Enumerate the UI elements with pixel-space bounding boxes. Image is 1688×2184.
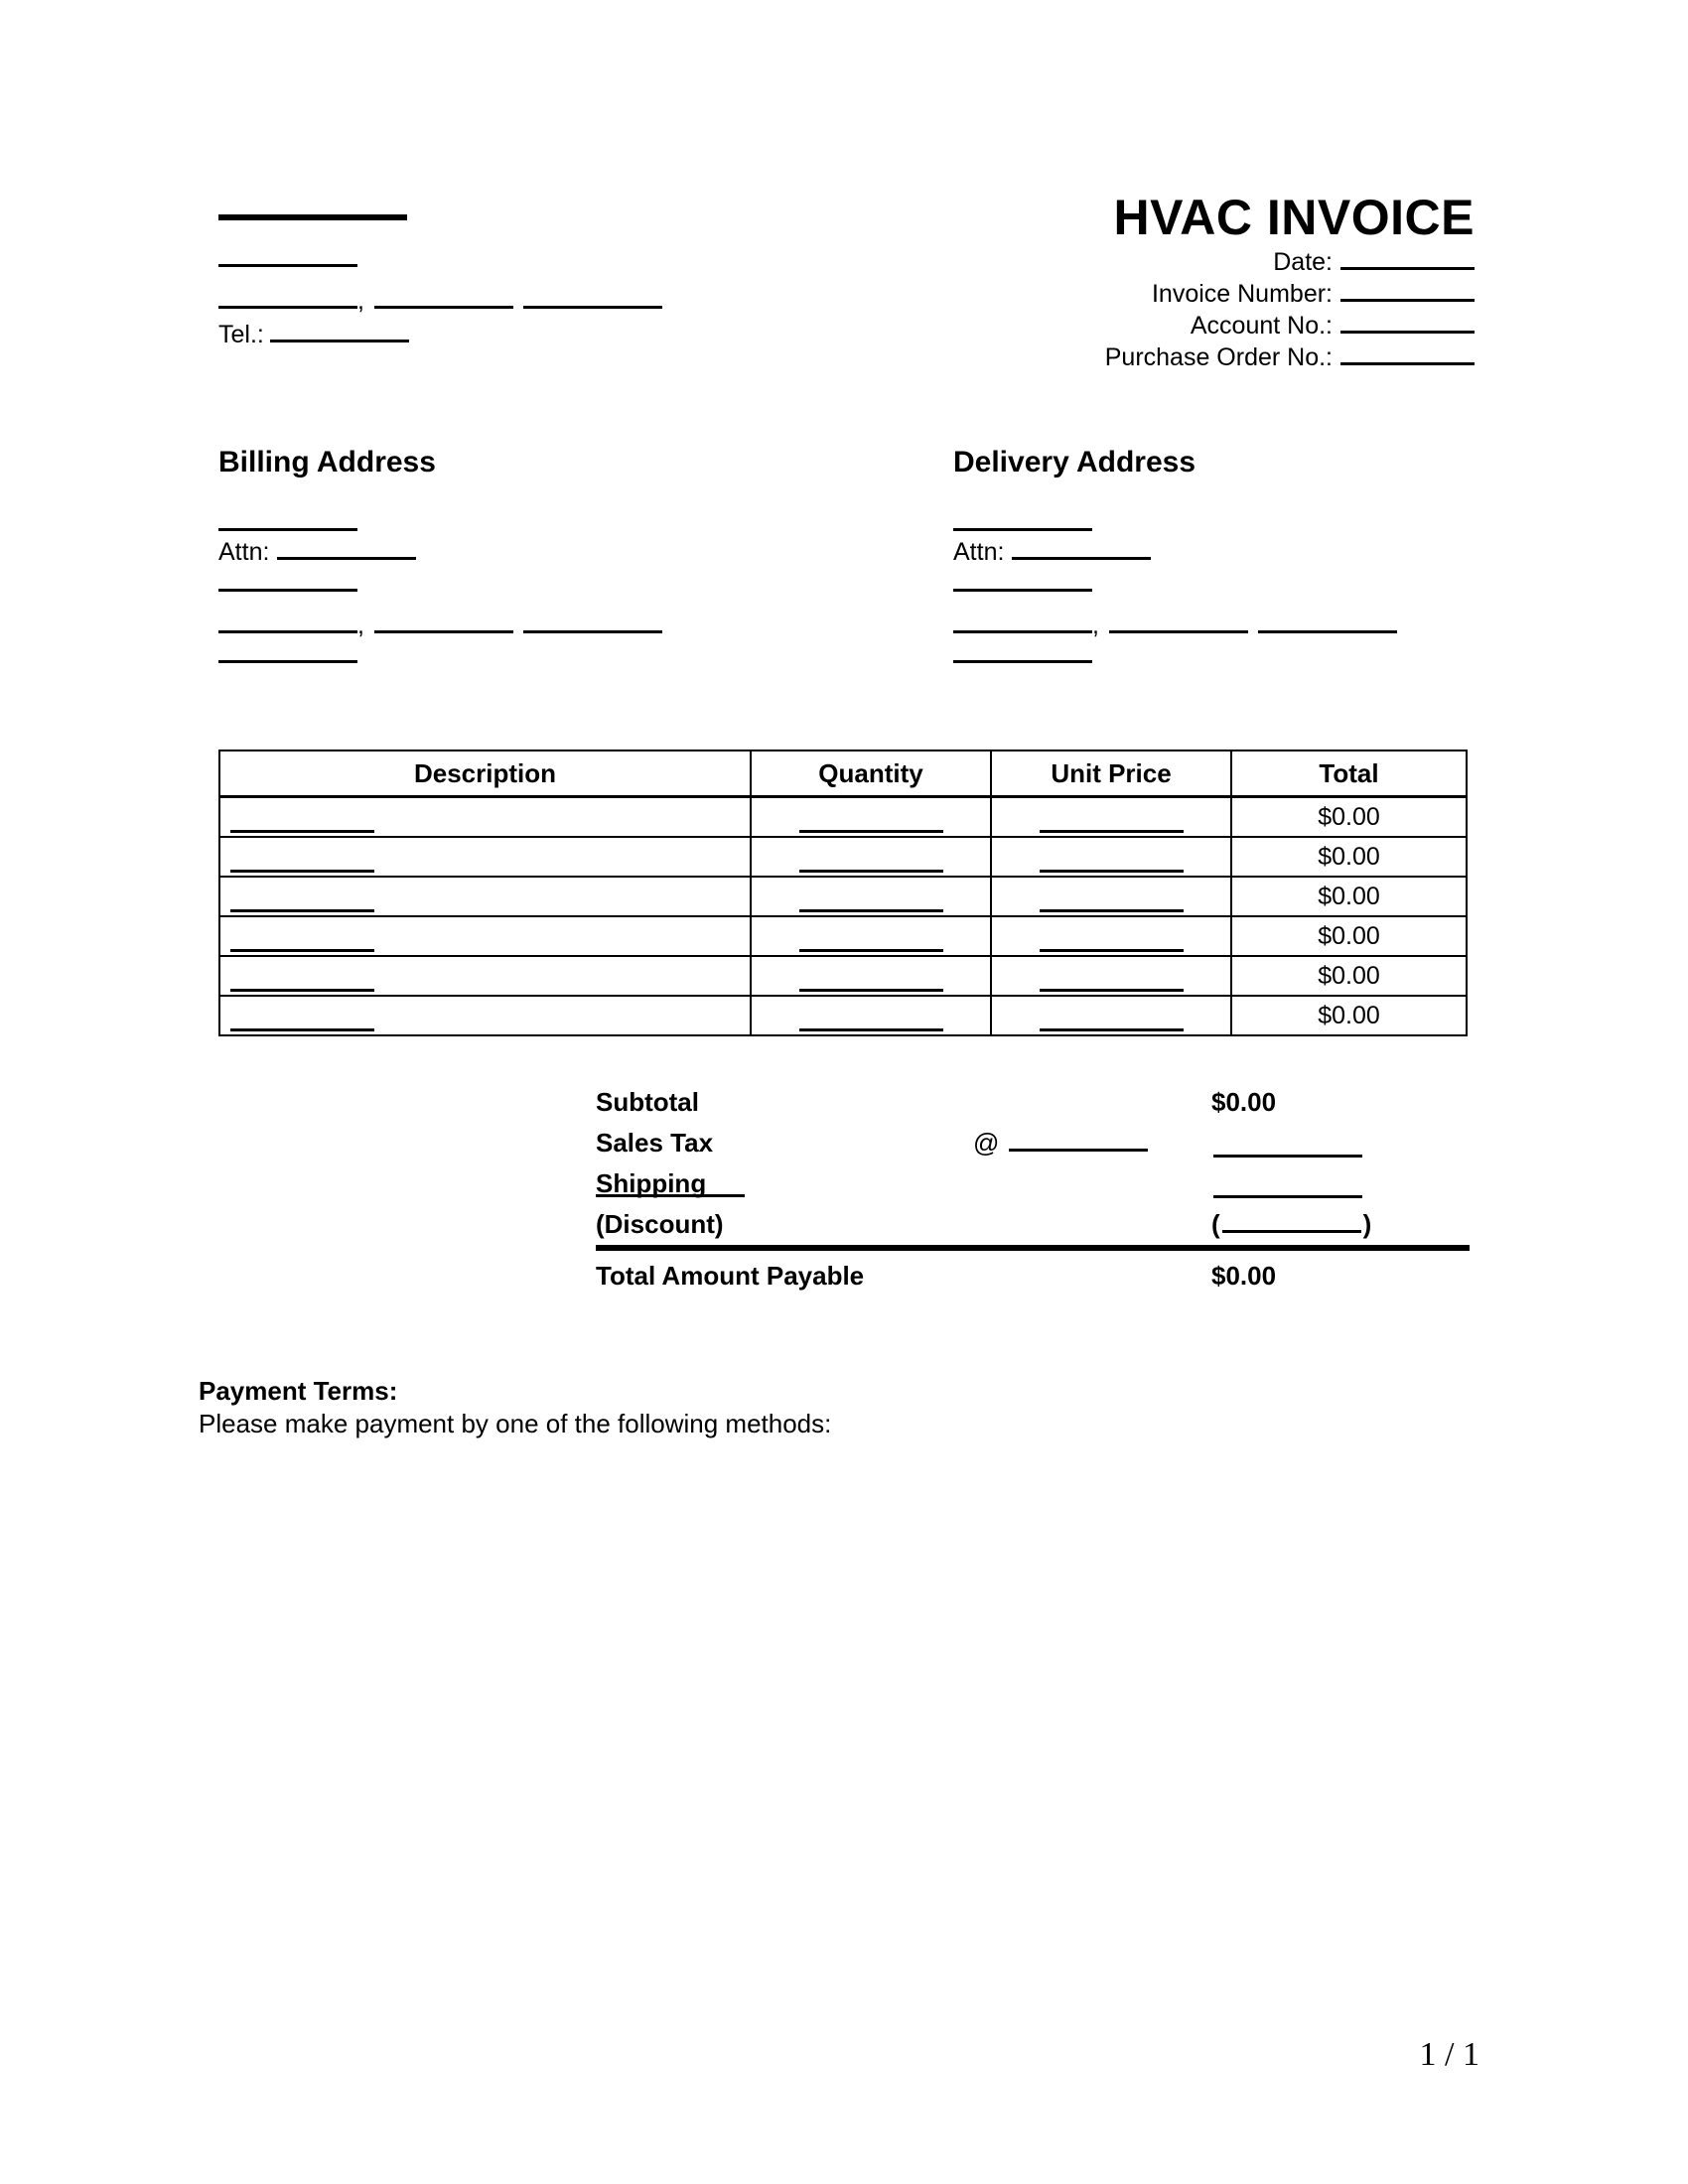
totals-section bbox=[596, 1082, 1470, 1297]
quantity-fill-line[interactable] bbox=[799, 989, 943, 992]
delivery-zip-fill-line[interactable] bbox=[1258, 630, 1397, 633]
cell-total: $0.00 bbox=[1231, 956, 1467, 996]
unit-price-fill-line[interactable] bbox=[1040, 909, 1184, 912]
sender-block bbox=[204, 189, 819, 349]
payment-terms-section bbox=[199, 1375, 1291, 1440]
at-symbol: @ bbox=[973, 1128, 1000, 1158]
account-no-label: Account No.: bbox=[1190, 312, 1333, 340]
table-row bbox=[219, 797, 1467, 838]
purchase-order-no-label: Purchase Order No.: bbox=[1104, 343, 1333, 371]
column-header-description: Description bbox=[219, 751, 751, 797]
cell-unit-price[interactable] bbox=[991, 797, 1231, 838]
unit-price-fill-line[interactable] bbox=[1040, 830, 1184, 833]
meta-row-account-no bbox=[779, 310, 1475, 341]
table-row bbox=[219, 956, 1467, 996]
totals-row-total-payable bbox=[596, 1256, 1470, 1297]
column-header-unit-price: Unit Price bbox=[991, 751, 1231, 797]
delivery-state-fill-line[interactable] bbox=[1109, 630, 1248, 633]
quantity-fill-line[interactable] bbox=[799, 949, 943, 952]
cell-quantity[interactable] bbox=[751, 877, 991, 916]
page-indicator: 1 / 1 bbox=[1419, 2036, 1479, 2073]
delivery-country-fill-line[interactable] bbox=[953, 660, 1092, 663]
delivery-comma: , bbox=[1092, 612, 1099, 639]
billing-attn-row bbox=[218, 537, 735, 567]
description-fill-line[interactable] bbox=[230, 870, 374, 873]
discount-label: (Discount) bbox=[596, 1209, 724, 1239]
sales-tax-rate-fill-line[interactable] bbox=[1009, 1149, 1148, 1152]
totals-row-discount bbox=[596, 1204, 1470, 1248]
billing-state-fill-line[interactable] bbox=[374, 630, 513, 633]
billing-country-fill-line[interactable] bbox=[218, 660, 357, 663]
payment-terms-instruction: Please make payment by one of the following methods: bbox=[199, 1409, 832, 1438]
sender-state-fill-line[interactable] bbox=[374, 306, 513, 309]
delivery-city-fill-line[interactable] bbox=[953, 630, 1092, 633]
quantity-fill-line[interactable] bbox=[799, 870, 943, 873]
discount-open-paren: ( bbox=[1211, 1209, 1220, 1239]
table-row bbox=[219, 877, 1467, 916]
invoice-number-fill-line[interactable] bbox=[1340, 299, 1475, 302]
meta-row-date bbox=[779, 246, 1475, 278]
date-label: Date: bbox=[1273, 248, 1333, 276]
table-row bbox=[219, 837, 1467, 877]
account-no-fill-line[interactable] bbox=[1340, 331, 1475, 334]
billing-attn-fill-line[interactable] bbox=[277, 557, 416, 560]
billing-street-fill-line[interactable] bbox=[218, 589, 357, 592]
cell-unit-price[interactable] bbox=[991, 877, 1231, 916]
billing-city-state-zip-row bbox=[218, 614, 735, 638]
cell-total: $0.00 bbox=[1231, 877, 1467, 916]
discount-close-paren: ) bbox=[1362, 1209, 1372, 1239]
page-title: HVAC INVOICE bbox=[1113, 190, 1475, 245]
meta-row-invoice-number bbox=[779, 278, 1475, 310]
billing-attn-label: Attn: bbox=[218, 538, 270, 566]
description-fill-line[interactable] bbox=[230, 909, 374, 912]
unit-price-fill-line[interactable] bbox=[1040, 989, 1184, 992]
delivery-street-fill-line[interactable] bbox=[953, 589, 1092, 592]
invoice-number-label: Invoice Number: bbox=[1151, 280, 1333, 308]
cell-unit-price[interactable] bbox=[991, 916, 1231, 956]
purchase-order-no-fill-line[interactable] bbox=[1340, 362, 1475, 365]
cell-quantity[interactable] bbox=[751, 996, 991, 1035]
sender-tel-label: Tel.: bbox=[218, 321, 264, 348]
table-row bbox=[219, 916, 1467, 956]
cell-quantity[interactable] bbox=[751, 916, 991, 956]
meta-row-purchase-order-no bbox=[779, 341, 1475, 373]
cell-description[interactable] bbox=[219, 837, 751, 877]
delivery-attn-fill-line[interactable] bbox=[1012, 557, 1151, 560]
delivery-address-heading: Delivery Address bbox=[953, 446, 1196, 478]
sales-tax-rate-group bbox=[973, 1123, 1148, 1163]
delivery-attn-row bbox=[953, 537, 1470, 567]
totals-row-subtotal bbox=[596, 1082, 1470, 1123]
billing-address-heading: Billing Address bbox=[218, 446, 436, 478]
sales-tax-label: Sales Tax bbox=[596, 1128, 714, 1158]
discount-value-fill-line[interactable] bbox=[1222, 1230, 1361, 1233]
delivery-company-fill-line[interactable] bbox=[953, 528, 1092, 531]
cell-unit-price[interactable] bbox=[991, 996, 1231, 1035]
cell-description[interactable] bbox=[219, 916, 751, 956]
shipping-value-fill-line[interactable] bbox=[1213, 1195, 1362, 1198]
description-fill-line[interactable] bbox=[230, 1028, 374, 1031]
billing-comma: , bbox=[357, 612, 364, 639]
sales-tax-value-fill-line[interactable] bbox=[1213, 1155, 1362, 1158]
cell-unit-price[interactable] bbox=[991, 956, 1231, 996]
description-fill-line[interactable] bbox=[230, 830, 374, 833]
quantity-fill-line[interactable] bbox=[799, 1028, 943, 1031]
billing-company-fill-line[interactable] bbox=[218, 528, 357, 531]
sender-street-fill-line[interactable] bbox=[218, 264, 357, 267]
cell-description[interactable] bbox=[219, 956, 751, 996]
sender-tel-row bbox=[218, 320, 819, 349]
sender-comma: , bbox=[357, 287, 364, 315]
sender-city-fill-line[interactable] bbox=[218, 306, 357, 309]
cell-quantity[interactable] bbox=[751, 956, 991, 996]
invoice-header bbox=[204, 189, 1475, 387]
cell-unit-price[interactable] bbox=[991, 837, 1231, 877]
subtotal-label: Subtotal bbox=[596, 1087, 699, 1117]
cell-description[interactable] bbox=[219, 877, 751, 916]
total-payable-label: Total Amount Payable bbox=[596, 1261, 865, 1291]
total-payable-value: $0.00 bbox=[1211, 1261, 1277, 1291]
address-section bbox=[218, 445, 1470, 683]
shipping-label: Shipping bbox=[596, 1168, 707, 1198]
cell-description[interactable] bbox=[219, 797, 751, 838]
line-items-table bbox=[218, 750, 1468, 1036]
cell-total: $0.00 bbox=[1231, 797, 1467, 838]
payment-terms-title: Payment Terms: bbox=[199, 1376, 398, 1406]
totals-divider bbox=[596, 1245, 1470, 1251]
totals-row-sales-tax bbox=[596, 1123, 1470, 1163]
table-header-row bbox=[219, 751, 1467, 797]
sender-city-state-zip-row bbox=[218, 289, 819, 314]
sender-tel-fill-line[interactable] bbox=[270, 340, 409, 342]
document-title-block bbox=[779, 189, 1475, 373]
delivery-attn-label: Attn: bbox=[953, 538, 1005, 566]
sender-zip-fill-line[interactable] bbox=[523, 306, 662, 309]
cell-total: $0.00 bbox=[1231, 996, 1467, 1035]
unit-price-fill-line[interactable] bbox=[1040, 870, 1184, 873]
totals-row-shipping bbox=[596, 1163, 1470, 1204]
discount-note-fill-line[interactable] bbox=[596, 1194, 745, 1197]
description-fill-line[interactable] bbox=[230, 989, 374, 992]
quantity-fill-line[interactable] bbox=[799, 830, 943, 833]
billing-address-block bbox=[218, 445, 735, 663]
cell-description[interactable] bbox=[219, 996, 751, 1035]
subtotal-value: $0.00 bbox=[1211, 1087, 1277, 1117]
sender-company-fill-line[interactable] bbox=[218, 214, 407, 220]
column-header-quantity: Quantity bbox=[751, 751, 991, 797]
cell-total: $0.00 bbox=[1231, 837, 1467, 877]
delivery-city-state-zip-row bbox=[953, 614, 1470, 638]
billing-zip-fill-line[interactable] bbox=[523, 630, 662, 633]
table-row bbox=[219, 996, 1467, 1035]
quantity-fill-line[interactable] bbox=[799, 909, 943, 912]
column-header-total: Total bbox=[1231, 751, 1467, 797]
description-fill-line[interactable] bbox=[230, 949, 374, 952]
cell-quantity[interactable] bbox=[751, 797, 991, 838]
cell-quantity[interactable] bbox=[751, 837, 991, 877]
cell-total: $0.00 bbox=[1231, 916, 1467, 956]
unit-price-fill-line[interactable] bbox=[1040, 1028, 1184, 1031]
unit-price-fill-line[interactable] bbox=[1040, 949, 1184, 952]
delivery-address-block bbox=[953, 445, 1470, 663]
discount-value-group bbox=[1211, 1204, 1371, 1245]
date-fill-line[interactable] bbox=[1340, 267, 1475, 270]
billing-city-fill-line[interactable] bbox=[218, 630, 357, 633]
